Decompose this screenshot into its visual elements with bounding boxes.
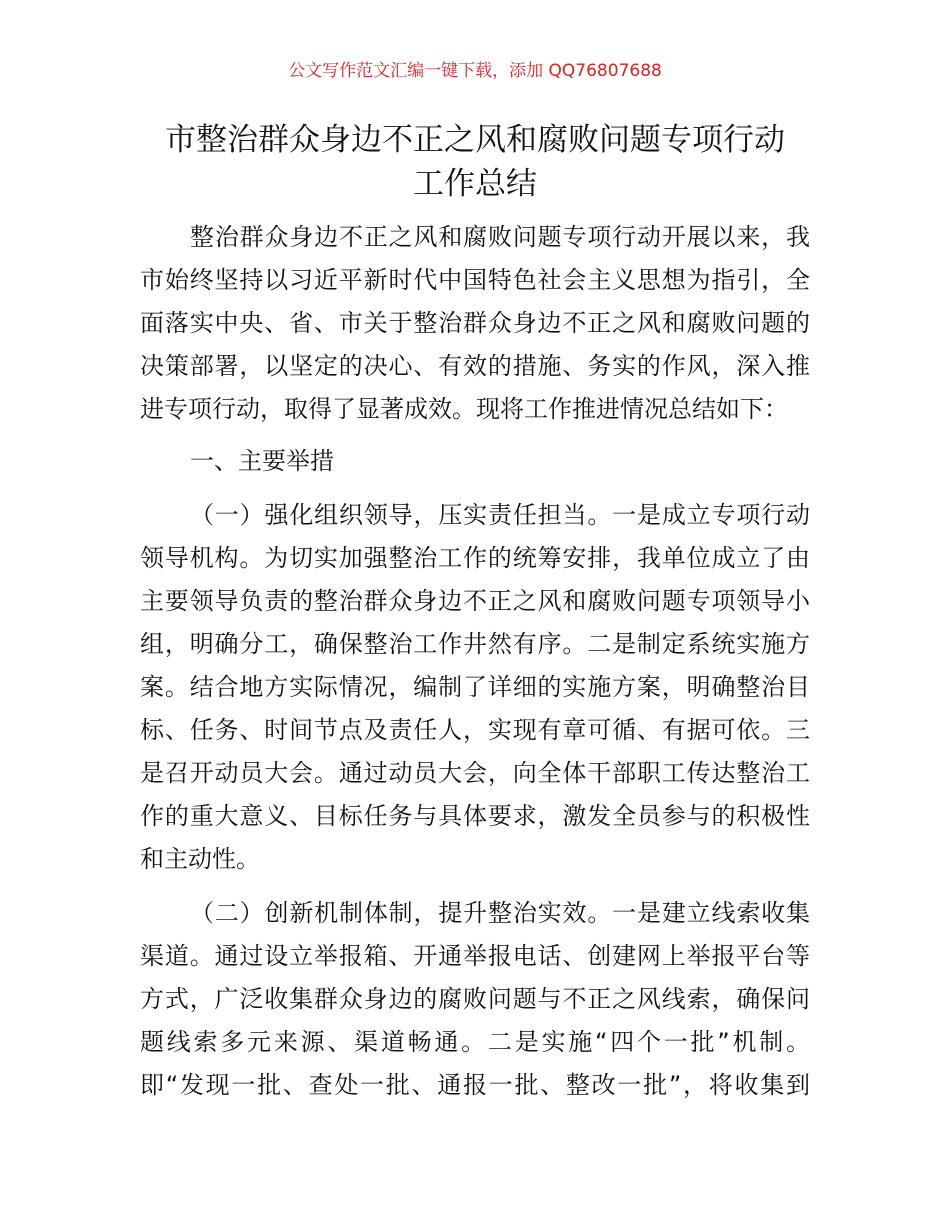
text-line: 领导机构。为切实加强整治工作的统筹安排，我单位成立了由 [140,544,810,572]
text-line: （一）强化组织领导，压实责任担当。一是成立专项行动 [190,501,810,529]
text-line: 决策部署，以坚定的决心、有效的措施、务实的作风，深入推 [140,352,810,380]
text-line: 和主动性。 [140,845,260,873]
text-line: 组，明确分工，确保整治工作井然有序。二是制定系统实施方 [140,630,810,658]
title-line: 市整治群众身边不正之风和腐败问题专项行动 [165,122,785,158]
text-line: （二）创新机制体制，提升整治实效。一是建立线索收集 [190,899,810,927]
text-line: 渠道。通过设立举报箱、开通举报电话、创建网上举报平台等 [140,942,810,970]
title-line: 工作总结 [413,166,537,202]
watermark-banner: 公文写作范文汇编一键下载，添加 QQ76807688 [288,61,662,81]
text-line: 标、任务、时间节点及责任人，实现有章可循、有据可依。三 [140,716,810,744]
text-line: 整治群众身边不正之风和腐败问题专项行动开展以来，我 [190,223,810,251]
text-line: 一、主要举措 [190,447,334,475]
text-line: 方式，广泛收集群众身边的腐败问题与不正之风线索，确保问 [140,985,810,1013]
text-line: 作的重大意义、目标任务与具体要求，激发全员参与的积极性 [140,802,810,830]
text-line: 即“发现一批、查处一批、通报一批、整改一批”，将收集到 [140,1071,810,1099]
text-line: 市始终坚持以习近平新时代中国特色社会主义思想为指引，全 [140,266,810,294]
text-line: 题线索多元来源、渠道畅通。二是实施“四个一批”机制。 [140,1028,810,1056]
text-line: 案。结合地方实际情况，编制了详细的实施方案，明确整治目 [140,673,810,701]
text-line: 进专项行动，取得了显著成效。现将工作推进情况总结如下： [140,395,788,423]
text-line: 是召开动员大会。通过动员大会，向全体干部职工传达整治工 [140,759,810,787]
text-line: 面落实中央、省、市关于整治群众身边不正之风和腐败问题的 [140,309,810,337]
text-line: 主要领导负责的整治群众身边不正之风和腐败问题专项领导小 [140,587,810,615]
